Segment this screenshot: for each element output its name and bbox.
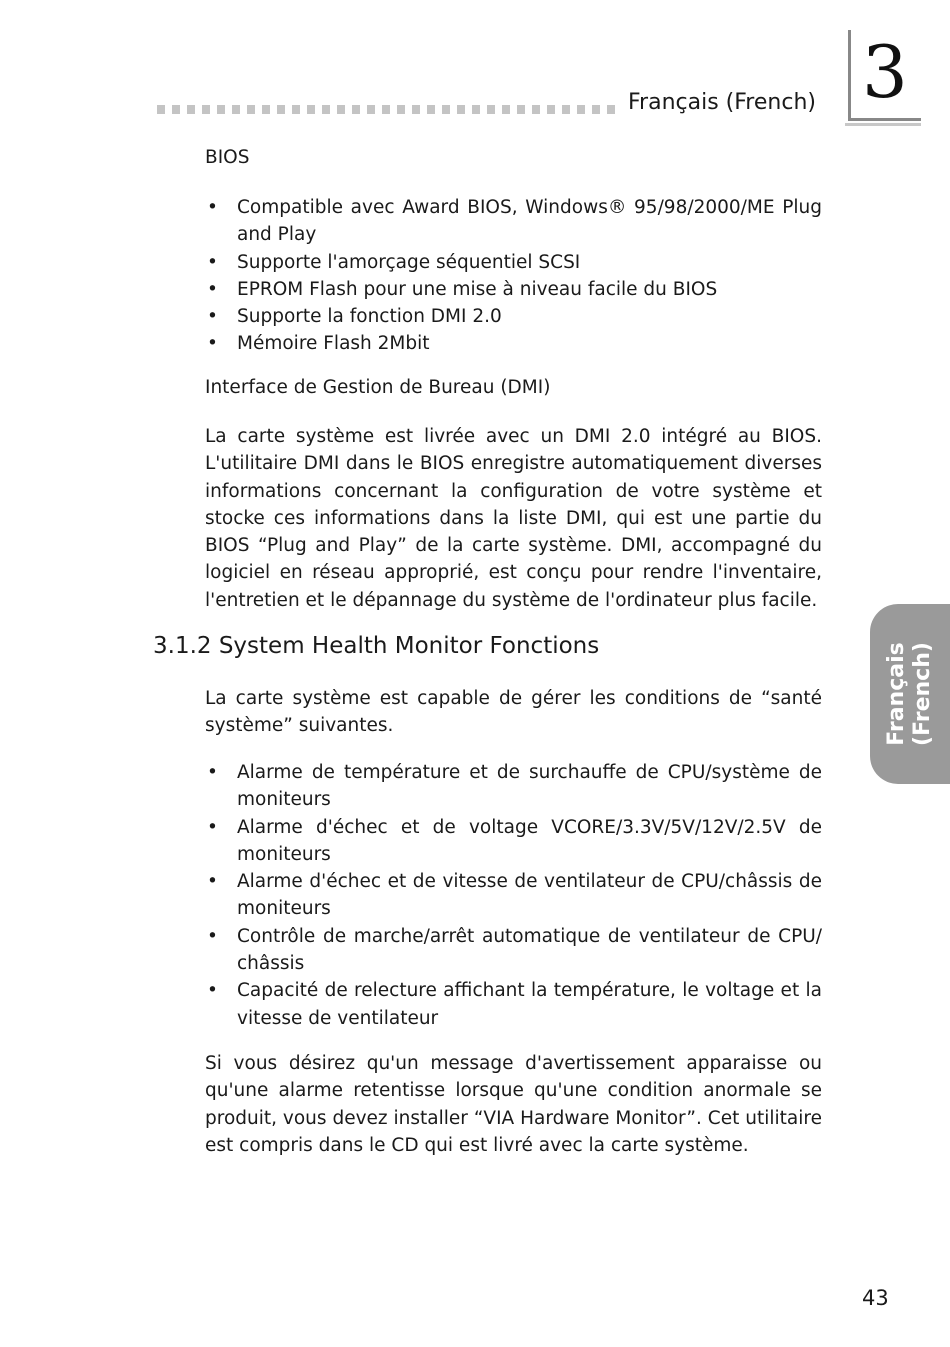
list-item: • Alarme d'échec et de voltage VCORE/3.3V/5V/12V/2.5V de moniteurs bbox=[205, 814, 822, 869]
bios-list bbox=[205, 194, 822, 358]
dmi-heading: Interface de Gestion de Bureau (DMI) bbox=[205, 377, 551, 398]
side-tab-line1: Français bbox=[884, 642, 909, 746]
list-item: • Supporte la fonction DMI 2.0 bbox=[205, 303, 822, 330]
dmi-paragraph: La carte système est livrée avec un DMI 2.0 intégré au BIOS. L'utilitaire DMI dans le BIOS enregistre automatiquement diverses informations concernant la configuration de votre système et stocke ces informations dans la liste DMI, qui est une partie du BIOS “Plug and Play” de la carte système. DMI, accompagné du logiciel en réseau approprié, est conçu pour rendre l'inventaire, l'entretien et le dépannage du système de l'ordinateur plus facile. bbox=[205, 426, 822, 611]
side-tab-line2: (French) bbox=[910, 642, 935, 746]
chapter-number: 3 bbox=[862, 30, 908, 114]
side-language-tab bbox=[870, 604, 950, 784]
list-item: • Mémoire Flash 2Mbit bbox=[205, 330, 822, 357]
bios-heading: BIOS bbox=[205, 147, 250, 168]
health-intro-container bbox=[205, 685, 822, 740]
section-heading: 3.1.2 System Health Monitor Fonctions bbox=[153, 633, 600, 659]
list-item: • Alarme de température et de surchauffe de CPU/système de moniteurs bbox=[205, 759, 822, 814]
list-item: • Compatible avec Award BIOS, Windows® 95/98/2000/ME Plug and Play bbox=[205, 194, 822, 249]
bios-list-container bbox=[205, 194, 822, 358]
list-item: • Capacité de relecture affichant la température, le voltage et la vitesse de ventilateur bbox=[205, 977, 822, 1032]
closing-container bbox=[205, 1050, 822, 1159]
page-number: 43 bbox=[862, 1286, 889, 1310]
list-item: • EPROM Flash pour une mise à niveau facile du BIOS bbox=[205, 276, 822, 303]
list-item: • Alarme d'échec et de vitesse de ventilateur de CPU/châssis de moniteurs bbox=[205, 868, 822, 923]
health-intro: La carte système est capable de gérer les conditions de “santé système” suivantes. bbox=[205, 688, 822, 737]
dmi-section bbox=[205, 423, 822, 614]
header-dot-rule bbox=[157, 105, 617, 114]
side-tab-label bbox=[884, 642, 936, 746]
closing-paragraph: Si vous désirez qu'un message d'avertissement apparaisse ou qu'une alarme retentisse lorsque qu'une condition anormale se produit, vous devez installer “VIA Hardware Monitor”. Cet utilitaire est compris dans le CD qui est livré avec la carte système. bbox=[205, 1053, 822, 1156]
list-item: • Contrôle de marche/arrêt automatique de ventilateur de CPU/ châssis bbox=[205, 923, 822, 978]
header-title: Français (French) bbox=[628, 90, 816, 115]
health-list-container bbox=[205, 759, 822, 1032]
health-list bbox=[205, 759, 822, 1032]
list-item: • Supporte l'amorçage séquentiel SCSI bbox=[205, 249, 822, 276]
